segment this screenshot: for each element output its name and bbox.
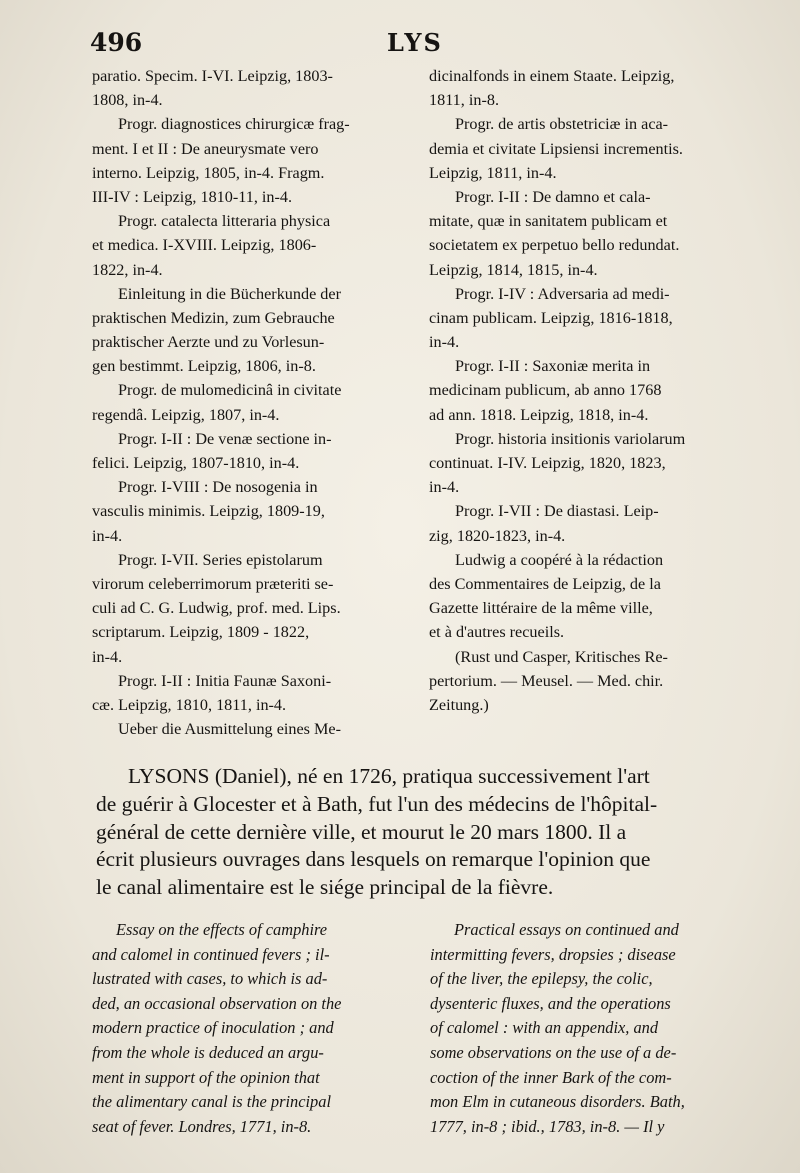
lysons-article (96, 763, 762, 902)
citation-line: intermitting fevers, dropsies ; disease (430, 944, 676, 964)
text-line: 1811, in-8. (429, 91, 499, 110)
text-line: in-4. (92, 647, 123, 666)
article-line: le canal alimentaire est le siége principal de la fièvre. (96, 875, 554, 900)
text-line: Einleitung in die Bücherkunde der (118, 284, 341, 303)
text-line: demia et civitate Lipsiensi incrementis. (429, 139, 683, 158)
text-line: Progr. I-II : Initia Faunæ Saxoni- (118, 671, 332, 690)
citation-line: 1777, in-8 ; ibid., 1783, in-8. — Il y (430, 1116, 665, 1136)
text-line: cinam publicam. Leipzig, 1816-1818, (429, 308, 673, 327)
text-line: felici. Leipzig, 1807-1810, in-4. (92, 454, 300, 472)
citation-line: mon Elm in cutaneous disorders. Bath, (430, 1092, 685, 1112)
article-line: général de cette dernière ville, et mourut le 20 mars 1800. Il a (96, 819, 627, 844)
text-line: Gazette littéraire de la même ville, (429, 599, 653, 618)
citation-line: of the liver, the epilepsy, the colic, (430, 969, 653, 989)
running-title: LYS (387, 28, 443, 57)
citation-line: some observations on the use of a de- (430, 1042, 677, 1062)
text-line: praktischer Aerzte und zu Vorlesun- (92, 333, 325, 352)
text-line: in-4. (429, 333, 460, 352)
citation-line: from the whole is deduced an argu- (92, 1042, 324, 1062)
text-line: (Rust und Casper, Kritisches Re- (455, 647, 668, 666)
text-line: continuat. I-IV. Leipzig, 1820, 1823, (429, 454, 666, 472)
citation-line: coction of the inner Bark of the com- (430, 1067, 672, 1087)
text-line: Progr. catalecta litteraria physica (118, 212, 331, 231)
text-line: pertorium. — Meusel. — Med. chir. (429, 671, 664, 690)
text-line: cæ. Leipzig, 1810, 1811, in-4. (92, 695, 287, 714)
text-line: 1808, in-4. (92, 91, 163, 110)
text-line: des Commentaires de Leipzig, de la (429, 574, 661, 593)
citation-line: Practical essays on continued and (454, 920, 679, 939)
text-line: ment. I et II : De aneurysmate vero (92, 139, 319, 158)
lysons-works-columns (92, 918, 764, 1158)
citation-line: and calomel in continued fevers ; il- (92, 944, 330, 964)
text-line: regendâ. Leipzig, 1807, in-4. (92, 405, 280, 424)
citation-line: dysenteric fluxes, and the operations (430, 993, 671, 1013)
article-line: écrit plusieurs ouvrages dans lesquels on remarque l'opinion que (96, 847, 651, 872)
text-line: in-4. (92, 526, 123, 545)
text-line: culi ad C. G. Ludwig, prof. med. Lips. (92, 599, 341, 618)
text-line: dicinalfonds in einem Staate. Leipzig, (429, 67, 675, 85)
text-line: praktischen Medizin, zum Gebrauche (92, 308, 335, 327)
text-line: medicinam publicum, ab anno 1768 (429, 381, 662, 400)
text-line: Progr. I-VII. Series epistolarum (118, 550, 323, 569)
text-line: Leipzig, 1814, 1815, in-4. (429, 260, 598, 279)
citation-line: the alimentary canal is the principal (92, 1092, 331, 1112)
citation-line: seat of fever. Londres, 1771, in-8. (92, 1116, 312, 1136)
text-line: interno. Leipzig, 1805, in-4. Fragm. (92, 163, 325, 182)
text-line: Progr. I-II : De damno et cala- (455, 187, 651, 206)
text-line: vasculis minimis. Leipzig, 1809-19, (92, 502, 325, 521)
citation-line: ment in support of the opinion that (92, 1067, 320, 1087)
text-line: et à d'autres recueils. (429, 623, 565, 642)
article-line: LYSONS (Daniel), né en 1726, pratiqua successivement l'art (128, 764, 650, 788)
text-line: Progr. diagnostices chirurgicæ frag- (118, 115, 350, 134)
citation-line: Essay on the effects of camphire (116, 920, 328, 939)
lysons-works-left (92, 918, 412, 1139)
text-line: in-4. (429, 478, 460, 497)
text-line: Progr. I-II : De venæ sectione in- (118, 429, 332, 448)
bibliography-columns (92, 64, 764, 746)
text-line: III-IV : Leipzig, 1810-11, in-4. (92, 187, 293, 206)
citation-line: ded, an occasional observation on the (92, 993, 342, 1013)
text-line: et medica. I-XVIII. Leipzig, 1806- (92, 236, 317, 255)
text-line: gen bestimmt. Leipzig, 1806, in-8. (92, 357, 316, 376)
text-line: Zeitung.) (429, 695, 489, 714)
text-line: ad ann. 1818. Leipzig, 1818, in-4. (429, 405, 649, 424)
text-line: Progr. historia insitionis variolarum (455, 429, 686, 448)
text-line: societatem ex perpetuo bello redundat. (429, 236, 680, 255)
text-line: Progr. I-II : Saxoniæ merita in (455, 357, 651, 376)
left-column (92, 64, 410, 741)
page-number: 496 (90, 28, 143, 57)
article-line: de guérir à Glocester et à Bath, fut l'un des médecins de l'hôpital- (96, 791, 658, 816)
page-header (90, 28, 760, 60)
text-line: mitate, quæ in sanitatem publicam et (429, 212, 668, 231)
text-line: Progr. I-VIII : De nosogenia in (118, 478, 318, 497)
text-line: Ludwig a coopéré à la rédaction (455, 550, 664, 569)
text-line: scriptarum. Leipzig, 1809 - 1822, (92, 623, 310, 642)
citation-line: of calomel : with an appendix, and (430, 1018, 659, 1038)
right-column (429, 64, 747, 717)
text-line: Progr. I-IV : Adversaria ad medi- (455, 284, 670, 303)
citation-line: modern practice of inoculation ; and (92, 1018, 334, 1038)
lysons-works-right (430, 918, 750, 1139)
text-line: 1822, in-4. (92, 260, 163, 279)
citation-line: lustrated with cases, to which is ad- (92, 969, 328, 989)
text-line: Progr. de artis obstetriciæ in aca- (455, 115, 669, 134)
text-line: Progr. de mulomedicinâ in civitate (118, 381, 342, 400)
text-line: paratio. Specim. I-VI. Leipzig, 1803- (92, 67, 333, 85)
text-line: Leipzig, 1811, in-4. (429, 163, 557, 182)
text-line: Ueber die Ausmittelung eines Me- (118, 720, 341, 739)
text-line: Progr. I-VII : De diastasi. Leip- (455, 502, 659, 521)
text-line: virorum celeberrimorum præteriti se- (92, 574, 334, 593)
text-line: zig, 1820-1823, in-4. (429, 526, 566, 545)
